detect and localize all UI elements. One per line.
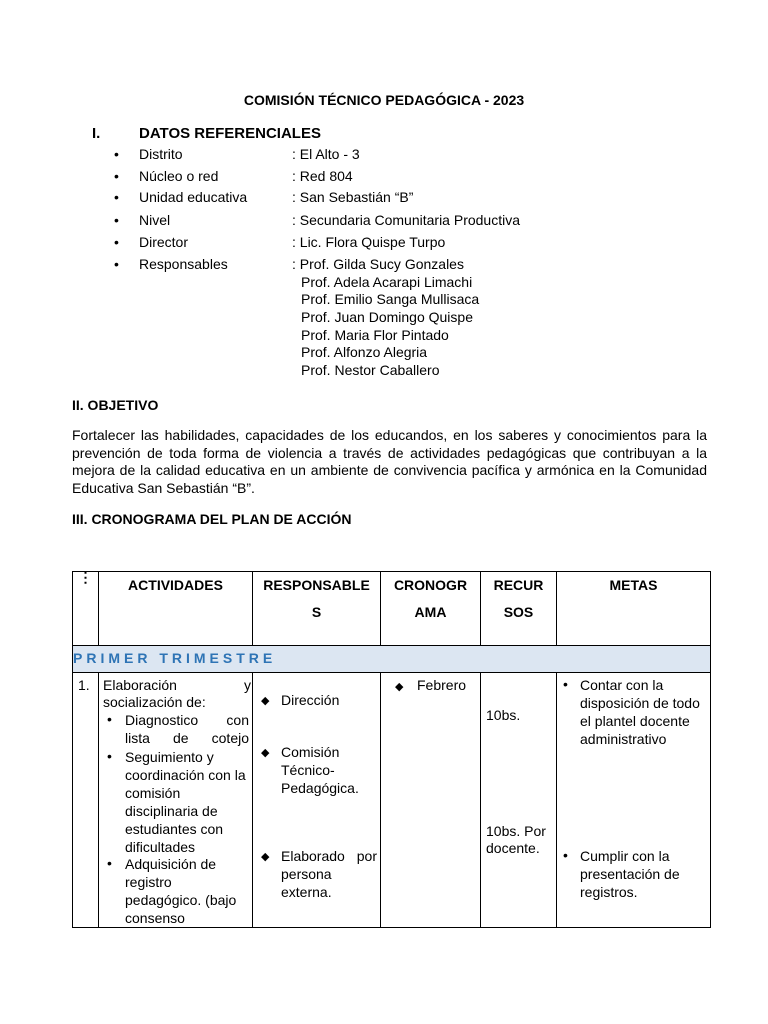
responsable-name: Prof. Maria Flor Pintado bbox=[301, 327, 449, 343]
ref-label: Nivel bbox=[139, 212, 171, 228]
diamond-bullet-icon: ◆ bbox=[261, 851, 270, 863]
section-3-title: III. CRONOGRAMA DEL PLAN DE ACCIÓN bbox=[72, 511, 352, 527]
ref-value: : Prof. Gilda Sucy Gonzales bbox=[292, 256, 464, 272]
ref-row-nivel bbox=[0, 212, 768, 232]
objective-paragraph: Fortalecer las habilidades, capacidades de los educandos, en los saberes y conocimientos para la prevención de toda forma de violencia a través de actividades pedagógicas que contribuyan a la mejora de la calidad educativa en un ambiente de convivencia pacífica y armónica en la Comunidad Educativa San Sebastián “B”. bbox=[72, 427, 707, 496]
metas-cell bbox=[557, 673, 711, 928]
number-header: ⋮ bbox=[73, 572, 99, 646]
responsable-name: Prof. Juan Domingo Quispe bbox=[301, 309, 473, 325]
responsables-cell bbox=[253, 673, 381, 928]
bullet-icon: • bbox=[107, 711, 112, 727]
recurso-item: 10bs. bbox=[486, 707, 521, 723]
responsable-name: Prof. Alfonzo Alegria bbox=[301, 344, 428, 360]
ref-label: Unidad educativa bbox=[139, 189, 248, 205]
activity-item: Diagnostico con lista de cotejo bbox=[125, 712, 249, 746]
ref-value: : El Alto - 3 bbox=[292, 146, 360, 162]
responsable-name: Prof. Emilio Sanga Mullisaca bbox=[301, 291, 480, 307]
header-actividades-label: ACTIVIDADES bbox=[128, 577, 223, 593]
diamond-bullet-icon: ◆ bbox=[395, 681, 404, 693]
ref-value: : Red 804 bbox=[292, 168, 353, 184]
section-2-title: II. OBJETIVO bbox=[72, 397, 159, 413]
row-number-cell bbox=[73, 673, 99, 928]
trimester-label: PRIMER TRIMESTRE bbox=[73, 646, 711, 673]
responsable-name: Prof. Nestor Caballero bbox=[301, 362, 440, 378]
responsable-item: Dirección bbox=[281, 692, 340, 708]
bullet-icon: • bbox=[114, 212, 119, 228]
header-metas-label: METAS bbox=[609, 577, 658, 593]
activity-item: Adquisición de registro pedagógico. (bajo consenso bbox=[125, 856, 237, 926]
ref-value: : Secundaria Comunitaria Productiva bbox=[292, 212, 521, 228]
activity-intro-line-1: Elaboración bbox=[103, 677, 177, 693]
action-plan-table bbox=[72, 571, 711, 928]
cronograma-value: Febrero bbox=[417, 677, 467, 693]
activity-item: Seguimiento y coordinación con la comisión disciplinaria de estudiantes con dificultades bbox=[125, 749, 246, 855]
bullet-icon: • bbox=[107, 855, 112, 871]
responsable-item: Elaborado por persona externa. bbox=[281, 848, 377, 900]
responsable-name: Prof. Adela Acarapi Limachi bbox=[301, 274, 473, 290]
bullet-icon: • bbox=[114, 256, 119, 272]
row-number: 1. bbox=[78, 677, 90, 693]
ref-label: Distrito bbox=[139, 146, 183, 162]
header-cronograma-line-2: AMA bbox=[414, 604, 447, 620]
ref-row-responsables bbox=[0, 256, 768, 276]
ref-label: Núcleo o red bbox=[139, 168, 219, 184]
ref-row-director bbox=[0, 234, 768, 254]
bullet-icon: • bbox=[107, 748, 112, 764]
bullet-icon: • bbox=[114, 146, 119, 162]
activity-intro bbox=[103, 677, 251, 711]
ref-label: Responsables bbox=[139, 256, 228, 272]
table-header-row bbox=[73, 572, 711, 646]
actividades-cell bbox=[99, 673, 253, 928]
document-title: COMISIÓN TÉCNICO PEDAGÓGICA - 2023 bbox=[243, 92, 525, 108]
bullet-icon: • bbox=[114, 234, 119, 250]
ref-row-distrito bbox=[0, 146, 768, 166]
cronograma-cell bbox=[381, 673, 481, 928]
recurso-item: 10bs. Por docente. bbox=[486, 823, 546, 856]
header-responsables-line-2: S bbox=[311, 604, 322, 620]
diamond-bullet-icon: ◆ bbox=[261, 695, 270, 707]
table-row bbox=[73, 673, 711, 928]
header-metas bbox=[557, 572, 711, 646]
ref-value: : San Sebastián “B” bbox=[292, 189, 414, 205]
header-responsables-line-1: RESPONSABLE bbox=[263, 577, 370, 593]
meta-item: Cumplir con la presentación de registros. bbox=[580, 848, 680, 900]
trimester-row bbox=[73, 646, 711, 673]
header-cronograma-line-1: CRONOGR bbox=[393, 577, 468, 593]
header-responsables bbox=[253, 572, 381, 646]
bullet-icon: • bbox=[563, 676, 568, 692]
ref-row-nucleo bbox=[0, 168, 768, 188]
bullet-icon: • bbox=[114, 168, 119, 184]
responsable-item: Comisión Técnico-Pedagógica. bbox=[281, 744, 359, 796]
activity-intro-line-2: socialización de: bbox=[103, 694, 206, 710]
header-recursos-line-2: SOS bbox=[503, 604, 534, 620]
header-recursos-line-1: RECUR bbox=[493, 577, 544, 593]
header-actividades bbox=[99, 572, 253, 646]
recursos-cell bbox=[481, 673, 557, 928]
ref-value: : Lic. Flora Quispe Turpo bbox=[292, 234, 446, 250]
activity-intro-y: y bbox=[244, 677, 251, 693]
diamond-bullet-icon: ◆ bbox=[261, 747, 270, 759]
header-recursos bbox=[481, 572, 557, 646]
header-cronograma bbox=[381, 572, 481, 646]
ref-label: Director bbox=[139, 234, 189, 250]
section-1-title: DATOS REFERENCIALES bbox=[139, 125, 321, 142]
ref-row-unidad bbox=[0, 189, 768, 209]
section-1-number: I. bbox=[92, 125, 101, 142]
meta-item: Contar con la disposición de todo el plantel docente administrativo bbox=[580, 677, 700, 747]
bullet-icon: • bbox=[563, 847, 568, 863]
bullet-icon: • bbox=[114, 189, 119, 205]
